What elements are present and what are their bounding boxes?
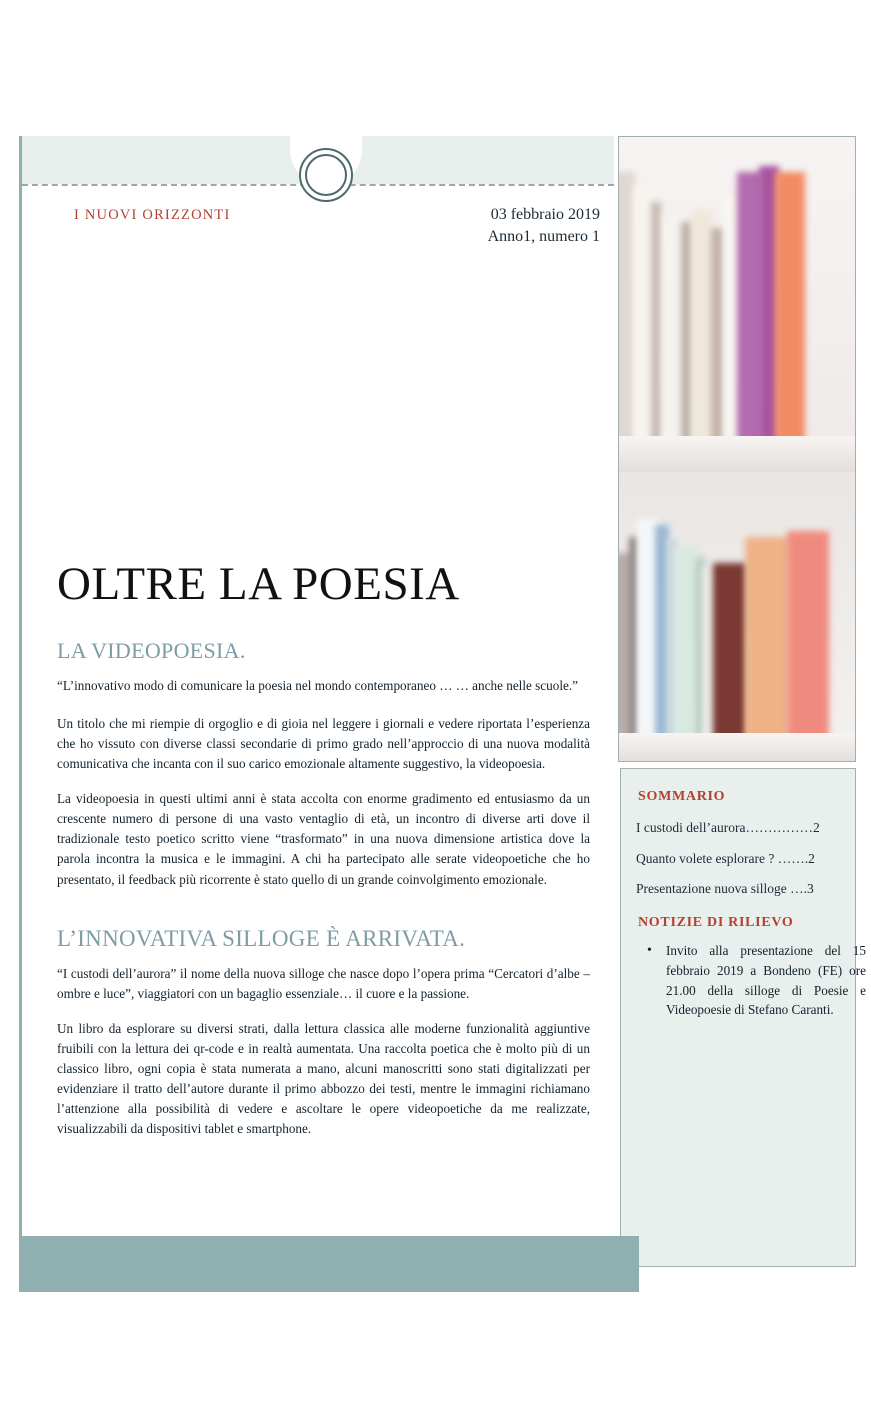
sommario-heading: SOMMARIO (638, 789, 726, 804)
issue-info (488, 204, 600, 247)
section-heading-videopoesia: LA VIDEOPOESIA. (57, 638, 246, 663)
article-paragraph-3: “I custodi dell’aurora” il nome della nuova silloge che nasce dopo l’opera prima “Cercatori d’albe – ombre e luce”, viaggiatori con un bagaglio essenziale… il cuore e la passione. (57, 965, 590, 1001)
issue-date: 03 febbraio 2019 (490, 206, 600, 223)
article-paragraph-2: La videopoesia in questi ultimi anni è stata accolta con enorme gradimento ed entusiasmo da un crescente numero di persone di una vasto ventaglio di età, un incontro di diverse arti dove il tradizionale testo poetico scritto viene “trasformato” in una nuova dimensione artistica dove la parola incontra la musica e le immagini. A chi ha partecipato alle serate videopoetiche che ho presentato, il feedback più ricorrente è stato quello di un grande coinvolgimento emozionale. (57, 791, 590, 887)
sidebar-column (618, 136, 866, 1267)
bookshelf-photo (618, 136, 856, 762)
photo-shelf-bottom (619, 472, 855, 762)
toc-item[interactable]: I custodi dell’aurora……………2 (636, 820, 820, 835)
page-title: OLTRE LA POESIA (57, 558, 460, 610)
sidebar-info-panel (620, 768, 866, 1267)
photo-shelf-top (619, 137, 855, 472)
circle-ornament-icon (299, 148, 353, 202)
toc-item[interactable]: Presentazione nuova silloge ….3 (636, 881, 814, 896)
table-of-contents (636, 821, 844, 913)
notizie-heading: NOTIZIE DI RILIEVO (638, 915, 794, 930)
issue-number: Anno1, numero 1 (487, 227, 600, 245)
article-paragraph-1: Un titolo che mi riempie di orgoglio e di gioia nel leggere i giornali e vedere riportata l’esperienza che ho vissuto con diverse classi secondarie di primo grado nell’approccio di una nuova modalità comunicativa che incanta con il suo carico emozionale altamente suggestivo, la videopoesia. (57, 716, 590, 772)
footer-bar (19, 1236, 639, 1292)
section-heading-silloge: L’INNOVATIVA SILLOGE È ARRIVATA. (57, 925, 466, 951)
toc-item[interactable]: Quanto volete esplorare ? …….2 (636, 850, 815, 866)
article-paragraph-4: Un libro da esplorare su diversi strati, dalla lettura classica alle moderne funzionalità aggiuntive fruibili con la lettura dei qr-code e in realtà aumentata. Una raccolta poetica che è molto più di un classico libro, ogni copia è stata numerata a mano, alcuni manoscritti sono stati digitalizzati per evidenziare il tratto dell’autore durante il primo abbozzo dei testi, mentre le immagini richiamano l’attenzione alla possibilità di vedere e ascoltare le opere videopoetiche da me realizzate, visualizzabili da dispositivi tablet e smartphone. (57, 1020, 590, 1136)
main-column (19, 136, 614, 1236)
article-quote: “L’innovativo modo di comunicare la poesia nel mondo contemporaneo … … anche nelle scuole.” (57, 678, 578, 693)
article-body (57, 558, 590, 1154)
masthead-title: I NUOVI ORIZZONTI (74, 207, 231, 223)
news-list (643, 941, 866, 1020)
news-item: • Invito alla presentazione del 15 febbraio 2019 a Bondeno (FE) ore 21.00 della silloge di Poesie e Videopoesie di Stefano Caranti. (666, 941, 866, 1020)
